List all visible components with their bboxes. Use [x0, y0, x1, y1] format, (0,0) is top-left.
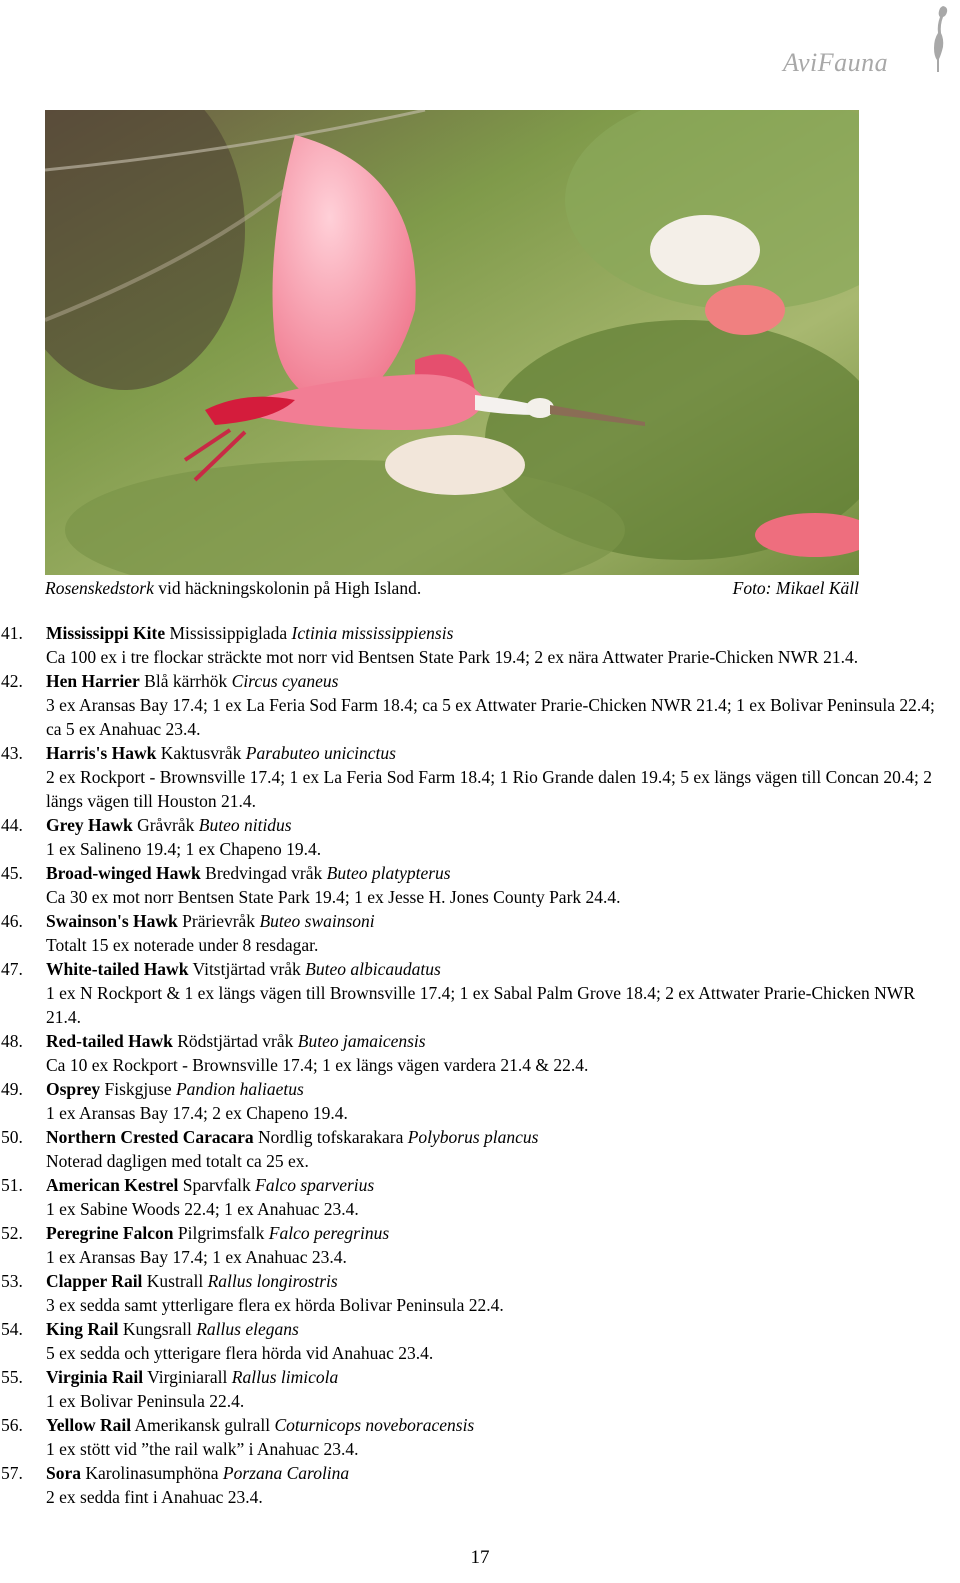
english-name: Virginia Rail — [46, 1367, 144, 1387]
english-name: Grey Hawk — [46, 815, 133, 835]
scientific-name: Polyborus plancus — [407, 1127, 539, 1147]
entry-notes: Noterad dagligen med totalt ca 25 ex. — [46, 1151, 309, 1171]
species-list — [0, 621, 960, 1509]
english-name: King Rail — [46, 1319, 119, 1339]
english-name: Peregrine Falcon — [46, 1223, 174, 1243]
entry-number: 48. — [1, 1031, 23, 1051]
species-entry — [0, 741, 960, 813]
english-name: Harris's Hawk — [46, 743, 157, 763]
swedish-name: Vitstjärtad vråk — [188, 959, 306, 979]
entry-heading — [46, 1029, 948, 1053]
swedish-name: Kaktusvråk — [156, 743, 246, 763]
entry-heading — [46, 1317, 948, 1341]
species-entry — [0, 1029, 960, 1077]
heron-icon — [929, 4, 953, 74]
english-name: Broad-winged Hawk — [46, 863, 201, 883]
entry-heading — [46, 1173, 948, 1197]
species-entry — [0, 1125, 960, 1173]
species-entry — [0, 1413, 960, 1461]
species-entry — [0, 861, 960, 909]
scientific-name: Buteo swainsoni — [259, 911, 375, 931]
swedish-name: Mississippiglada — [165, 623, 292, 643]
entry-notes: 1 ex Sabine Woods 22.4; 1 ex Anahuac 23.4. — [46, 1199, 359, 1219]
scientific-name: Rallus longirostris — [207, 1271, 338, 1291]
entry-heading — [46, 1413, 948, 1437]
scientific-name: Falco peregrinus — [268, 1223, 390, 1243]
entry-number: 53. — [1, 1271, 23, 1291]
photo-caption — [45, 577, 859, 599]
english-name: Clapper Rail — [46, 1271, 143, 1291]
english-name: Sora — [46, 1463, 81, 1483]
entry-notes: 3 ex sedda samt ytterligare flera ex hörda Bolivar Peninsula 22.4. — [46, 1295, 504, 1315]
entry-number: 54. — [1, 1319, 23, 1339]
entry-number: 45. — [1, 863, 23, 883]
entry-notes: 2 ex sedda fint i Anahuac 23.4. — [46, 1487, 263, 1507]
scientific-name: Buteo nitidus — [198, 815, 292, 835]
swedish-name: Bredvingad vråk — [200, 863, 327, 883]
entry-notes: 3 ex Aransas Bay 17.4; 1 ex La Feria Sod Farm 18.4; ca 5 ex Attwater Prarie-Chicken NWR 21.4; 1 ex Bolivar Peninsula 22.4; ca 5 ex Anahuac 23.4. — [46, 695, 935, 739]
scientific-name: Porzana Carolina — [222, 1463, 350, 1483]
english-name: Mississippi Kite — [46, 623, 166, 643]
entry-notes: Ca 100 ex i tre flockar sträckte mot norr vid Bentsen State Park 19.4; 2 ex nära Attwater Prarie-Chicken NWR 21.4. — [46, 647, 859, 667]
photo-credit: Foto: Mikael Käll — [732, 578, 859, 598]
swedish-name: Fiskgjuse — [100, 1079, 176, 1099]
entry-number: 55. — [1, 1367, 23, 1387]
entry-number: 52. — [1, 1223, 23, 1243]
entry-number: 46. — [1, 911, 23, 931]
entry-heading — [46, 909, 948, 933]
swedish-name: Virginiarall — [143, 1367, 232, 1387]
species-entry — [0, 1461, 960, 1509]
english-name: Osprey — [46, 1079, 101, 1099]
swedish-name: Gråvråk — [132, 815, 199, 835]
entry-notes: Ca 10 ex Rockport - Brownsville 17.4; 1 ex längs vägen vardera 21.4 & 22.4. — [46, 1055, 589, 1075]
entry-heading — [46, 669, 948, 693]
entry-number: 42. — [1, 671, 23, 691]
scientific-name: Buteo jamaicensis — [297, 1031, 426, 1051]
scientific-name: Buteo albicaudatus — [305, 959, 441, 979]
swedish-name: Nordlig tofskarakara — [253, 1127, 408, 1147]
caption-text — [45, 577, 421, 599]
english-name: White-tailed Hawk — [46, 959, 189, 979]
entry-heading — [46, 1269, 948, 1293]
scientific-name: Rallus elegans — [196, 1319, 299, 1339]
entry-notes: 1 ex N Rockport & 1 ex längs vägen till Brownsville 17.4; 1 ex Sabal Palm Grove 18.4; 2 ex Attwater Prarie-Chicken NWR 21.4. — [46, 983, 916, 1027]
entry-notes: Totalt 15 ex noterade under 8 resdagar. — [46, 935, 319, 955]
scientific-name: Parabuteo unicinctus — [245, 743, 396, 763]
swedish-name: Blå kärrhök — [139, 671, 232, 691]
logo-text: AviFauna — [783, 48, 889, 77]
entry-notes: 2 ex Rockport - Brownsville 17.4; 1 ex La Feria Sod Farm 18.4; 1 Rio Grande dalen 19.4; 5 ex längs vägen till Concan 20.4; 2 längs vägen till Houston 21.4. — [46, 767, 933, 811]
english-name: Hen Harrier — [46, 671, 140, 691]
entry-heading — [46, 813, 948, 837]
entry-notes: 5 ex sedda och ytterigare flera hörda vid Anahuac 23.4. — [46, 1343, 434, 1363]
species-entry — [0, 1365, 960, 1413]
entry-heading — [46, 957, 948, 981]
entry-number: 43. — [1, 743, 23, 763]
page-number: 17 — [470, 1547, 490, 1568]
entry-notes: 1 ex Aransas Bay 17.4; 2 ex Chapeno 19.4. — [46, 1103, 348, 1123]
swedish-name: Prärievråk — [177, 911, 260, 931]
species-entry — [0, 909, 960, 957]
avifauna-logo — [780, 4, 955, 76]
caption-species: Rosenskedstork — [45, 578, 154, 598]
entry-heading — [46, 741, 948, 765]
english-name: Northern Crested Caracara — [46, 1127, 254, 1147]
scientific-name: Pandion haliaetus — [175, 1079, 304, 1099]
swedish-name: Pilgrimsfalk — [173, 1223, 269, 1243]
entry-number: 56. — [1, 1415, 23, 1435]
english-name: Red-tailed Hawk — [46, 1031, 173, 1051]
english-name: Yellow Rail — [46, 1415, 132, 1435]
species-entry — [0, 1173, 960, 1221]
scientific-name: Buteo platypterus — [326, 863, 451, 883]
entry-heading — [46, 1221, 948, 1245]
entry-notes: 1 ex Bolivar Peninsula 22.4. — [46, 1391, 245, 1411]
entry-notes: 1 ex stött vid ”the rail walk” i Anahuac 23.4. — [46, 1439, 359, 1459]
entry-number: 57. — [1, 1463, 23, 1483]
english-name: American Kestrel — [46, 1175, 179, 1195]
entry-notes: 1 ex Aransas Bay 17.4; 1 ex Anahuac 23.4. — [46, 1247, 347, 1267]
swedish-name: Kustrall — [142, 1271, 208, 1291]
species-entry — [0, 1317, 960, 1365]
caption-description: vid häckningskolonin på High Island. — [153, 578, 422, 598]
entry-heading — [46, 1461, 948, 1485]
species-entry — [0, 1221, 960, 1269]
scientific-name: Falco sparverius — [255, 1175, 375, 1195]
entry-heading — [46, 1077, 948, 1101]
scientific-name: Ictinia mississippiensis — [291, 623, 454, 643]
species-entry — [0, 1077, 960, 1125]
scientific-name: Circus cyaneus — [231, 671, 339, 691]
species-entry — [0, 1269, 960, 1317]
entry-heading — [46, 621, 948, 645]
english-name: Swainson's Hawk — [46, 911, 178, 931]
entry-number: 51. — [1, 1175, 23, 1195]
entry-number: 44. — [1, 815, 23, 835]
swedish-name: Amerikansk gulrall — [131, 1415, 275, 1435]
swedish-name: Rödstjärtad vråk — [172, 1031, 298, 1051]
swedish-name: Karolinasumphöna — [81, 1463, 223, 1483]
entry-number: 49. — [1, 1079, 23, 1099]
scientific-name: Coturnicops noveboracensis — [274, 1415, 475, 1435]
entry-number: 41. — [1, 623, 23, 643]
entry-heading — [46, 861, 948, 885]
scientific-name: Rallus limicola — [231, 1367, 339, 1387]
entry-notes: Ca 30 ex mot norr Bentsen State Park 19.4; 1 ex Jesse H. Jones County Park 24.4. — [46, 887, 621, 907]
entry-heading — [46, 1365, 948, 1389]
species-entry — [0, 813, 960, 861]
entry-number: 50. — [1, 1127, 23, 1147]
swedish-name: Kungsrall — [118, 1319, 197, 1339]
entry-number: 47. — [1, 959, 23, 979]
spoonbill-photo — [45, 110, 859, 575]
species-entry — [0, 669, 960, 741]
entry-notes: 1 ex Salineno 19.4; 1 ex Chapeno 19.4. — [46, 839, 322, 859]
spoonbill-illustration — [45, 110, 859, 575]
species-entry — [0, 957, 960, 1029]
species-entry — [0, 621, 960, 669]
entry-heading — [46, 1125, 948, 1149]
swedish-name: Sparvfalk — [178, 1175, 256, 1195]
